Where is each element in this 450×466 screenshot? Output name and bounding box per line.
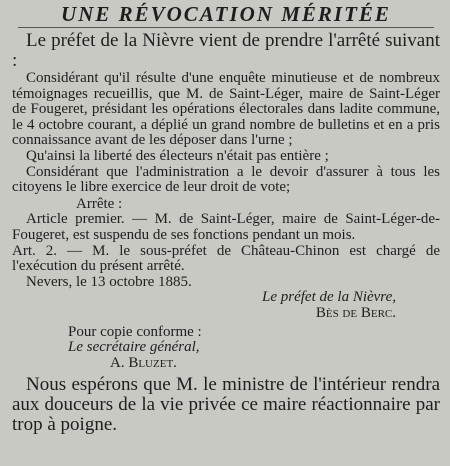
signature-title: Le préfet de la Nièvre, bbox=[262, 289, 396, 306]
arrete-heading: Arrête : bbox=[76, 195, 123, 212]
article-lead: Le préfet de la Nièvre vient de prendre l'arrêté suivant : bbox=[12, 30, 440, 71]
considerant-paragraph-3: Considérant que l'administration a le devoir d'assurer à tous les citoyens le libre exercice de leur droit de vote; bbox=[12, 163, 440, 196]
closing-paragraph: Nous espérons que M. le ministre de l'intérieur rendra aux douceurs de la vie privée ce maire réactionnaire par trop à poigne. bbox=[12, 374, 440, 436]
copie-conforme-block bbox=[12, 325, 440, 372]
copie-name: A. Bluzet. bbox=[110, 354, 177, 371]
article-deux: Art. 2. — M. le sous-préfet de Château-Chinon est chargé de l'exécution du présent arrêté. bbox=[12, 242, 440, 275]
date-line: Nevers, le 13 octobre 1885. bbox=[26, 273, 192, 290]
considerant-paragraph-1: Considérant qu'il résulte d'une enquête minutieuse et de nombreux témoignages recueillis, que M. de Saint-Léger, maire de Saint-Léger de Fougeret, présidant les opérations électorales dans ladite commune, le 4 octobre courant, a déplié un grand nombre de bulletins et en a pris connaissance avant de les déposer dans l'urne ; bbox=[12, 70, 440, 149]
copie-title: Le secrétaire général, bbox=[68, 339, 200, 356]
title-rule bbox=[18, 27, 434, 28]
copie-label: Pour copie conforme : bbox=[68, 323, 202, 340]
article-premier: Article premier. — M. de Saint-Léger, maire de Saint-Léger-de-Fougeret, est suspendu de ses fonctions pendant un mois. bbox=[12, 211, 440, 243]
signature-name: Bès de Berc. bbox=[315, 304, 396, 321]
considerant-paragraph-2: Qu'ainsi la liberté des électeurs n'était pas entière ; bbox=[26, 147, 329, 164]
article-title: UNE RÉVOCATION MÉRITÉE bbox=[61, 2, 391, 26]
